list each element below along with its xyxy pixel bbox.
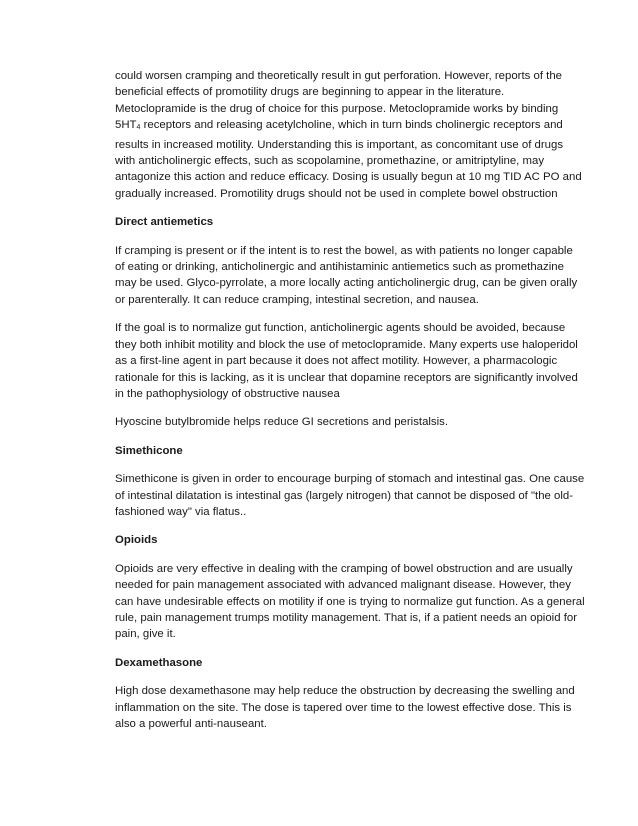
paragraph: If cramping is present or if the intent is to rest the bowel, as with patients no longer capable of eating or drinking, anticholinergic and antihistaminic antiemetics such as promethazine may be used. Glyco-pyrrolate, a more locally acting anticholinergic drug, can be given orally or parenterally. It can reduce cramping, intestinal secretion, and nausea. [115,244,578,306]
heading-dexamethasone: Dexamethasone [115,656,203,669]
document-page [115,68,585,744]
paragraph: Hyoscine butylbromide helps reduce GI secretions and peristalsis. [115,416,449,429]
intro-paragraph [115,68,585,202]
paragraph: If the goal is to normalize gut function, anticholinergic agents should be avoided, because they both inhibit motility and block the use of metoclopramide. Many experts use haloperidol as a first-line agent in part because it does not affect motility. However, a pharmacologic rationale for this is lacking, as it is unclear that dopamine receptors are significantly involved in the pathophysiology of obstructive nausea [115,322,578,400]
paragraph: Opioids are very effective in dealing with the cramping of bowel obstruction and are usually needed for pain management associated with advanced malignant disease. However, they can have undesirable effects on motility if one is trying to normalize gut function. As a general rule, pain management trumps motility management. That is, if a patient needs an opioid for pain, give it. [115,562,585,641]
paragraph: High dose dexamethasone may help reduce the obstruction by decreasing the swelling and inflammation on the site. The dose is tapered over time to the lowest effective dose. This is also a powerful anti-nauseant. [115,685,575,730]
intro-text-end: receptors and releasing acetylcholine, which in turn binds cholinergic receptors and results in increased motility. Understanding this is important, as concomitant use of drugs with anticholinergic effects, such as scopolamine, promethazine, or amitriptyline, may antagonize this action and reduce efficacy. Dosing is usually begun at 10 mg TID AC PO and gradually increased. Promotility drugs should not be used in complete bowel obstruction [115,119,582,200]
heading-simethicone: Simethicone [115,444,183,457]
paragraph: Simethicone is given in order to encourage burping of stomach and intestinal gas. One cause of intestinal dilatation is intestinal gas (largely nitrogen) that cannot be disposed of "the old-fashioned way" via flatus.. [115,473,585,518]
heading-opioids: Opioids [115,534,158,547]
subscript-4: 4 [136,124,141,132]
heading-direct-antiemetics: Direct antiemetics [115,216,214,229]
intro-text-start: could worsen cramping and theoretically result in gut perforation. However, reports of the beneficial effects of promotility drugs are beginning to appear in the literature. Metoclopramide is the drug of choice for this purpose. Metoclopramide works by binding 5HT [115,70,562,132]
